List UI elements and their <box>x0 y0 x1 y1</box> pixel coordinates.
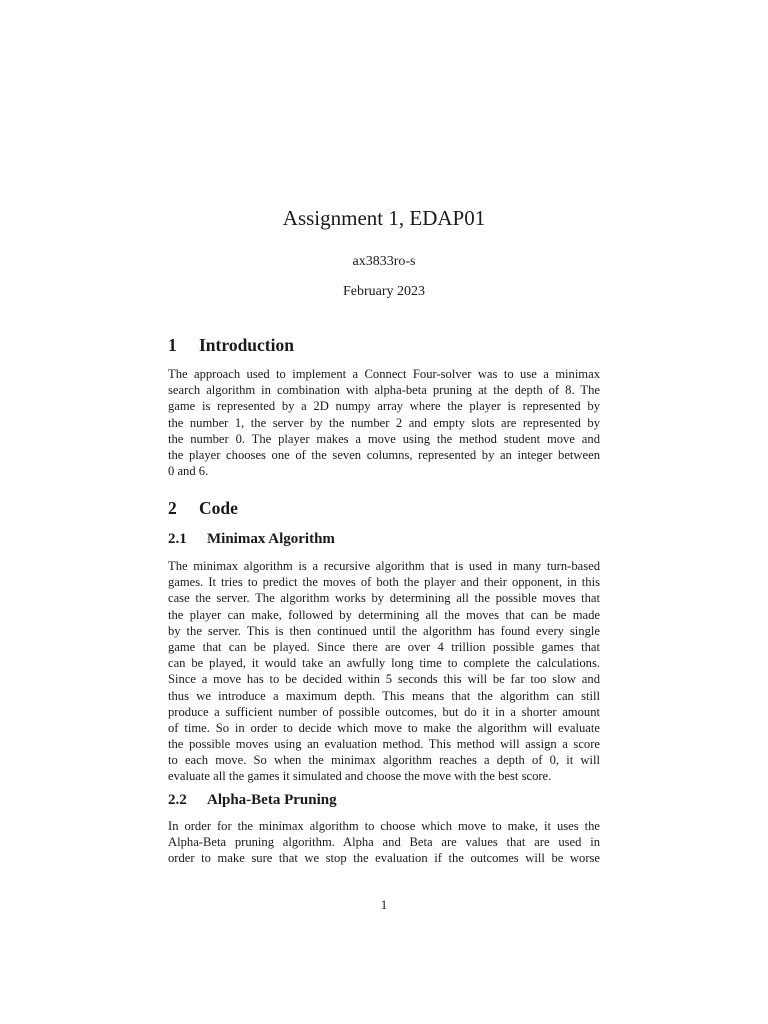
introduction-paragraph <box>168 366 600 479</box>
text-line: by the server. This is then continued until the algorithm has found every single <box>168 623 600 638</box>
text-line: The approach used to implement a Connect Four-solver was to use a minimax <box>168 367 600 381</box>
text-line: of time. So in order to decide which move to make the algorithm will evaluate <box>168 720 600 735</box>
text-line: can be played, it would take an awfully long time to complete the calculations. <box>168 656 600 671</box>
subsection-heading-alpha-beta <box>168 792 337 809</box>
text-line: 0 and 6. <box>168 464 209 479</box>
section-title: Code <box>199 498 238 518</box>
subsection-title: Minimax Algorithm <box>207 531 335 547</box>
document-author: ax3833ro-s <box>352 254 416 269</box>
section-heading-introduction <box>168 335 294 356</box>
text-line: case the server. The algorithm works by determining all the possible moves that <box>168 591 600 606</box>
section-title: Introduction <box>199 335 294 355</box>
text-line: game that can be played. Since there are over 4 trillion possible games that <box>168 639 600 654</box>
subsection-number: 2.2 <box>168 792 187 808</box>
text-line: produce a sufficient number of possible outcomes, but do it in a shorter amount <box>168 704 600 719</box>
document-title: Assignment 1, EDAP01 <box>282 206 486 230</box>
subsection-title: Alpha-Beta Pruning <box>207 792 337 808</box>
subsection-number: 2.1 <box>168 531 187 547</box>
section-heading-code <box>168 498 238 519</box>
text-line: the possible moves using an evaluation method. This method will assign a score <box>168 737 600 752</box>
minimax-paragraph <box>168 558 600 785</box>
text-line: the player chooses one of the seven columns, represented by an integer between <box>168 447 600 462</box>
text-line: thus we introduce a maximum depth. This means that the algorithm can still <box>168 688 600 703</box>
text-line: games. It tries to predict the moves of both the player and their opponent, in this <box>168 575 600 590</box>
text-line: Alpha-Beta pruning algorithm. Alpha and Beta are values that are used in <box>168 835 600 850</box>
section-number: 2 <box>168 498 177 518</box>
alpha-beta-paragraph <box>168 818 600 867</box>
text-line: In order for the minimax algorithm to choose which move to make, it uses the <box>168 819 600 833</box>
text-line: to each move. So when the minimax algorithm reaches a depth of 0, it will <box>168 753 600 768</box>
document-date: February 2023 <box>342 284 426 299</box>
text-line: game is represented by a 2D numpy array where the player is represented by <box>168 399 600 414</box>
text-line: Since a move has to be decided within 5 seconds this will be far too slow and <box>168 672 600 687</box>
text-line: evaluate all the games it simulated and choose the move with the best score. <box>168 769 552 784</box>
text-line: the number 1, the server by the number 2 and empty slots are represented by <box>168 415 600 430</box>
page-number: 1 <box>380 897 388 912</box>
text-line: the number 0. The player makes a move using the method student move and <box>168 431 600 446</box>
text-line: search algorithm in combination with alpha-beta pruning at the depth of 8. The <box>168 383 600 398</box>
text-line: order to make sure that we stop the evaluation if the outcomes will be worse <box>168 851 600 866</box>
section-number: 1 <box>168 335 177 355</box>
subsection-heading-minimax <box>168 531 335 548</box>
text-line: The minimax algorithm is a recursive algorithm that is used in many turn-based <box>168 559 600 573</box>
text-line: the player can make, followed by determining all the moves that can be made <box>168 607 600 622</box>
